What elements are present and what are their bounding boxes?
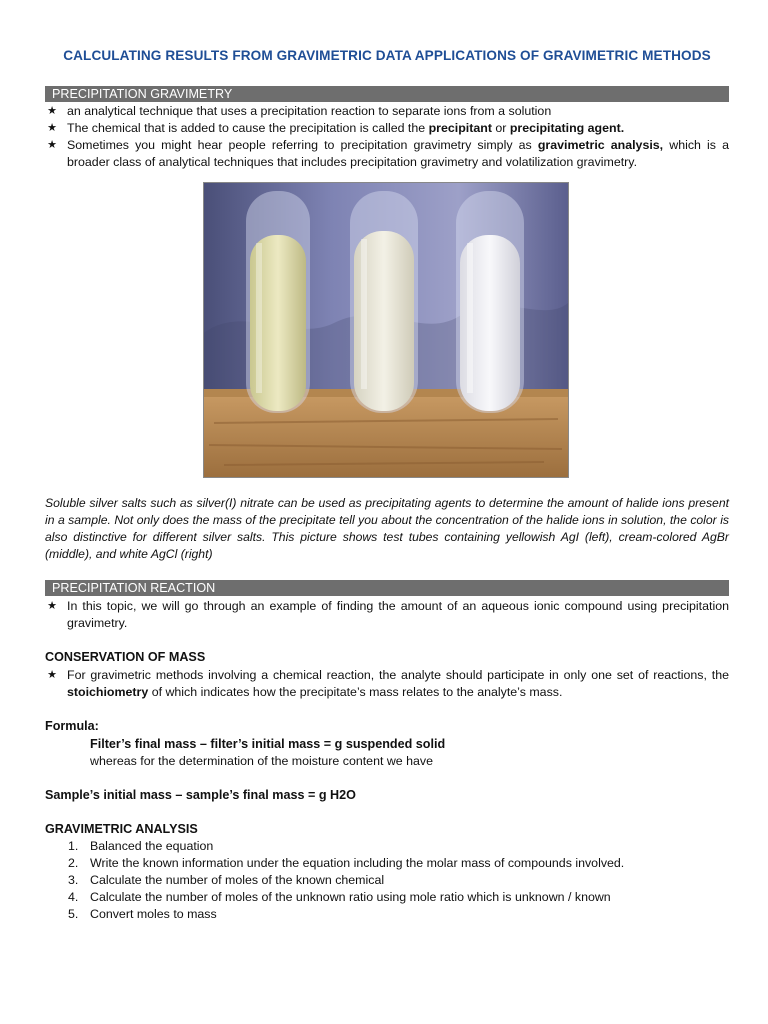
list-item: ★ Sometimes you might hear people referring to precipitation gravimetry simply as gravimetric analysis, which is a broader class of analytical techniques that includes precipitation gravimetry and volatilization gravimetry. [45, 137, 729, 171]
list-item: ★ The chemical that is added to cause the precipitation is called the precipitant or precipitating agent. [45, 120, 729, 137]
star-icon: ★ [47, 669, 57, 681]
list-item: ★ an analytical technique that uses a precipitation reaction to separate ions from a solution [45, 103, 729, 120]
formula-moisture-note: whereas for the determination of the moisture content we have [90, 754, 433, 768]
gravimetric-analysis-steps [45, 838, 624, 923]
star-icon: ★ [47, 122, 57, 134]
list-item: ★ For gravimetric methods involving a chemical reaction, the analyte should participate in only one set of reactions, the stoichiometry of which indicates how the precipitate’s mass relates to the analyte’s mass. [45, 667, 729, 701]
section-heading-precipitation-reaction: PRECIPITATION REACTION [45, 580, 729, 596]
conservation-of-mass-heading: CONSERVATION OF MASS [45, 650, 206, 664]
list-item: ★ In this topic, we will go through an example of finding the amount of an aqueous ionic compound using precipitation gravimetry. [45, 598, 729, 632]
gravimetric-analysis-heading: GRAVIMETRIC ANALYSIS [45, 822, 198, 836]
test-tube-agbr [350, 191, 418, 413]
star-icon: ★ [47, 105, 57, 117]
page-title: CALCULATING RESULTS FROM GRAVIMETRIC DATA APPLICATIONS OF GRAVIMETRIC METHODS [63, 48, 711, 63]
section-heading-precipitation-gravimetry: PRECIPITATION GRAVIMETRY [45, 86, 729, 102]
test-tube-agcl [456, 191, 524, 413]
test-tubes-photo [203, 182, 569, 478]
star-icon: ★ [47, 139, 57, 151]
photo-caption: Soluble silver salts such as silver(I) nitrate can be used as precipitating agents to determine the amount of halide ions present in a sample. Not only does the mass of the precipitate tell you about the concentration of the halide ions in solution, the color is also distinctive for different silver salts. This picture shows test tubes containing yellowish AgI (left), cream-colored AgBr (middle), and white AgCl (right) [45, 496, 729, 561]
conservation-list [45, 667, 729, 701]
list-item: 5. Convert moles to mass [68, 907, 217, 921]
list-item: 1. Balanced the equation [68, 839, 214, 853]
test-tube-agi [246, 191, 310, 413]
precipitation-reaction-list [45, 598, 729, 632]
precipitation-gravimetry-list [45, 103, 729, 171]
list-item: 3. Calculate the number of moles of the known chemical [68, 873, 385, 887]
formula-label: Formula: [45, 719, 99, 733]
list-item: 2. Write the known information under the equation including the molar mass of compounds involved. [68, 856, 625, 870]
star-icon: ★ [47, 600, 57, 612]
formula-moisture: Sample’s initial mass – sample’s final mass = g H2O [45, 788, 356, 802]
list-item: 4. Calculate the number of moles of the unknown ratio using mole ratio which is unknown / known [68, 890, 611, 904]
formula-suspended-solid: Filter’s final mass – filter’s initial mass = g suspended solid [90, 737, 446, 751]
